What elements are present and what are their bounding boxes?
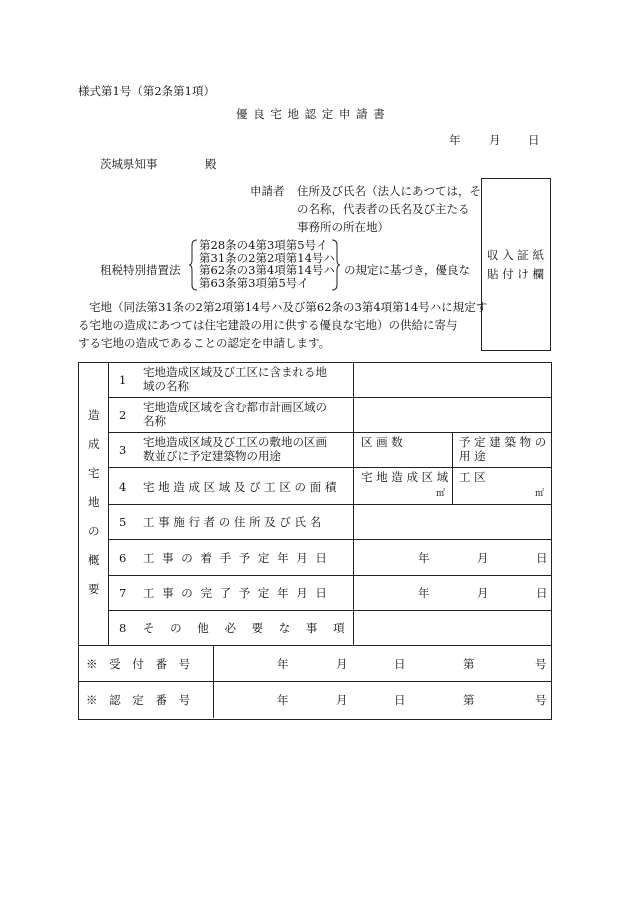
row-2-number: 2: [119, 408, 127, 422]
certification-month: 月: [336, 693, 348, 707]
right-brace: [331, 239, 341, 291]
receipt-month: 月: [336, 657, 348, 671]
stamp-box-line-2: 貼 付 け 欄: [487, 267, 544, 281]
overview-vertical-char-6: 概: [88, 553, 100, 567]
row-4-section-label: 工 区: [459, 470, 486, 484]
applicant-line-1: 住所及び氏名（法人にあつては，そ: [297, 184, 481, 198]
row-3-building-use-label-1: 予 定 建 築 物 の: [459, 435, 547, 449]
row-4-number: 4: [119, 480, 127, 494]
date-day: 日: [528, 133, 540, 147]
certification-day: 日: [394, 693, 406, 707]
row-3-number: 3: [119, 443, 127, 457]
left-brace: [188, 239, 198, 291]
row-7-month: 月: [477, 586, 489, 600]
body-text-line-2: る宅地の造成にあつては住宅建設の用に供する優良な宅地）の供給に寄与: [78, 318, 458, 332]
overview-vertical-char-3: 宅: [88, 466, 100, 480]
row-6-month: 月: [477, 551, 489, 565]
row-7-day: 日: [536, 586, 548, 600]
date-month: 月: [489, 133, 501, 147]
receipt-number-prefix: 第: [463, 657, 475, 671]
row-7-label: 工 事 の 完 了 予 定 年 月 日: [143, 586, 329, 600]
stamp-box-line-1: 収 入 証 紙: [487, 248, 544, 262]
row-5-label: 工 事 施 行 者 の 住 所 及 び 氏 名: [143, 515, 322, 529]
body-text-line-1: 宅地（同法第31条の2第2項第14号ハ及び第62条の3第4項第14号ハに規定す: [89, 300, 488, 314]
page-title: 優 良 宅 地 認 定 申 請 書: [236, 107, 386, 121]
overview-vertical-char-7: 要: [88, 582, 100, 596]
form-number: 様式第1号（第2条第1項）: [78, 84, 215, 98]
certification-number-label: ※ 認 定 番 号: [86, 693, 195, 707]
receipt-number-label: ※ 受 付 番 号: [86, 657, 195, 671]
applicant-label: 申請者: [250, 184, 285, 198]
row-6-year: 年: [418, 551, 430, 565]
row-4-area-unit: ㎡: [436, 489, 446, 499]
revenue-stamp-box: [481, 178, 551, 351]
row-5-number: 5: [119, 515, 127, 529]
row-4-area-label: 宅 地 造 成 区 域: [361, 470, 449, 484]
overview-vertical-char-2: 成: [88, 437, 100, 451]
row-4-section-unit: ㎡: [535, 489, 545, 499]
row-3-label-line-2: 数並びに予定建築物の用途: [143, 449, 281, 463]
receipt-day: 日: [394, 657, 406, 671]
addressee-honorific: 殿: [205, 157, 217, 171]
certification-number-prefix: 第: [463, 693, 475, 707]
row-3-lot-count-label: 区 画 数: [361, 435, 403, 449]
row-6-label: 工 事 の 着 手 予 定 年 月 日: [143, 551, 329, 565]
applicant-line-2: の名称，代表者の氏名及び主たる: [297, 202, 470, 216]
row-3-label-line-1: 宅地造成区域及び工区の敷地の区画: [143, 435, 327, 449]
row-1-number: 1: [119, 373, 127, 387]
row-3-building-use-label-2: 用 途: [459, 449, 486, 463]
receipt-number-suffix: 号: [535, 657, 547, 671]
certification-year: 年: [277, 693, 289, 707]
overview-vertical-char-1: 造: [88, 408, 100, 422]
row-8-number: 8: [119, 621, 127, 635]
law-suffix: の規定に基づき，優良な: [344, 263, 471, 277]
law-clause-2: 第31条の2第2項第14号ハ: [199, 250, 335, 265]
row-2-label-line-2: 名称: [143, 414, 166, 428]
row-1-label-line-2: 域の名称: [143, 379, 189, 393]
law-name: 租税特別措置法: [100, 263, 181, 277]
row-7-number: 7: [119, 586, 127, 600]
date-year: 年: [449, 133, 461, 147]
applicant-line-3: 事務所の所在地）: [297, 220, 389, 234]
law-clause-3: 第62条の3第4項第14号ハ: [199, 263, 335, 277]
certification-number-suffix: 号: [535, 693, 547, 707]
body-text-line-3: する宅地の造成であることの認定を申請します。: [78, 336, 331, 350]
overview-vertical-char-5: の: [88, 524, 100, 538]
receipt-year: 年: [277, 657, 289, 671]
row-6-day: 日: [536, 551, 548, 565]
addressee-name: 茨城県知事: [100, 157, 158, 171]
row-7-year: 年: [418, 586, 430, 600]
row-6-number: 6: [119, 551, 127, 565]
row-1-label-line-1: 宅地造成区域及び工区に含まれる地: [143, 365, 327, 379]
overview-vertical-char-4: 地: [88, 495, 100, 509]
row-4-label: 宅 地 造 成 区 域 及 び 工 区 の 面 積: [143, 480, 337, 494]
law-clause-1: 第28条の4第3項第5号イ: [199, 238, 328, 252]
row-2-label-line-1: 宅地造成区域を含む都市計画区域の: [143, 400, 327, 414]
row-8-label: そ の 他 必 要 な 事 項: [143, 621, 351, 635]
law-clause-4: 第63条第3項第5号イ: [199, 275, 309, 290]
